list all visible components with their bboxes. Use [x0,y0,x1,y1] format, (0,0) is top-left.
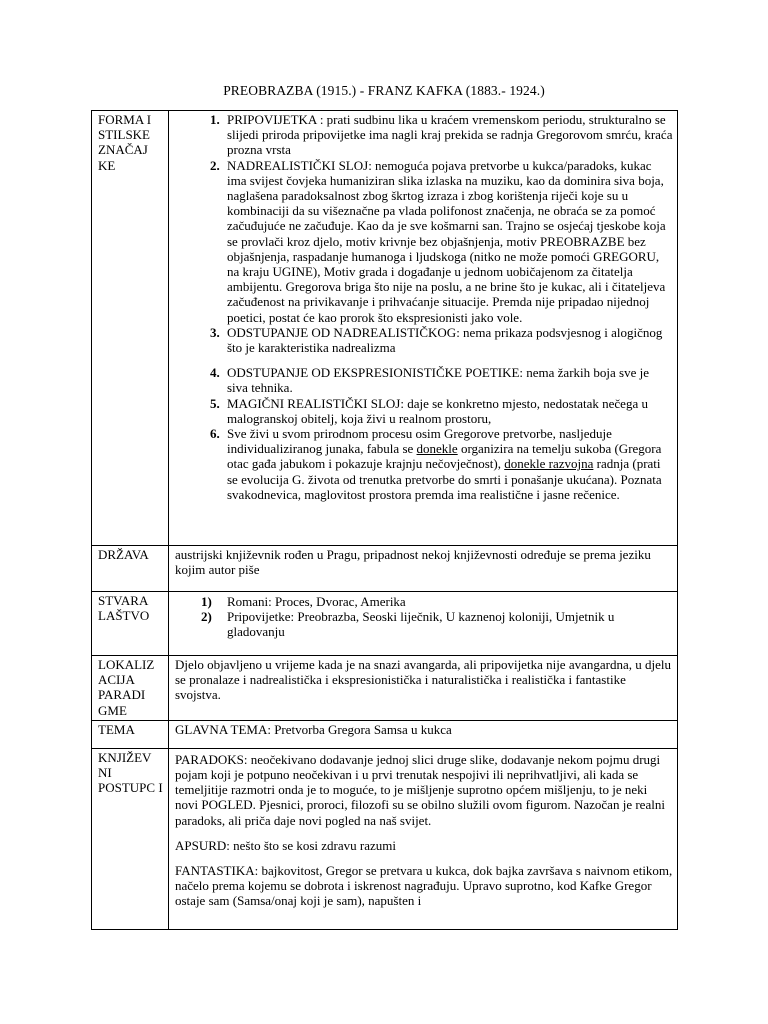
item6-underline-1: donekle [416,441,458,457]
list-item-6 [223,426,673,502]
row-content-drzava: austrijski književnik rođen u Pragu, pripadnost nekoj književnosti određuje se prema jeziku kojim autor piše [169,546,678,592]
row-label-stvaralastvo: STVARA LAŠTVO [92,592,169,656]
forma-list [175,112,673,502]
list-item: Romani: Proces, Dvorac, Amerika [227,594,406,609]
row-content-lokalizacija: Djelo objavljeno u vrijeme kada je na snazi avangarda, ali pripovijetka nije avangardna, u djelu se pronalaze i nadrealistička i ekspresionistička i naturalistička i realistička i fantastike svojstva. [169,656,678,721]
item6-text-a: Sve živi u svom prirodnom procesu osim Gregorove pretvorbe, nasljeduje individualiziranog junaka, fabula se [227,426,612,457]
table-row-forma [92,111,678,546]
row-label-lokalizacija: LOKALIZ ACIJA PARADI GME [92,656,169,721]
list-item: 3. ODSTUPANJE OD NADREALISTIČKOG: nema prikaza podsvjesnog i alogičnog što je karakteristika nadrealizma [223,325,673,355]
list-item: 5. MAGIČNI REALISTIČKI SLOJ: daje se konkretno mjesto, nedostatak nečega u malogranskoj obitelj, koja živi u realnom prostoru, [223,396,673,426]
list-item: 1. PRIPOVIJETKA : prati sudbinu lika u kraćem vremenskom periodu, strukturalno se slijedi priroda pripovijetke ima nagli kraj prekida se radnja Gregorovom smrću, kraća prozna vrsta [223,112,673,158]
analysis-table [91,110,678,930]
works-list [175,594,673,640]
row-content-forma [169,111,678,546]
table-row-postupci [92,748,678,929]
paragraph-paradoks: PARADOKS: neočekivano dodavanje jednoj slici druge slike, dodavanje nekom pojmu drugi pojam koji je potpuno neočekivan i u prvi trenutak nespojivi ili neprihvatljivi, ali kada se temeljitije razmotri onda je to moguće, to je mišljenje suprotno općem mišljenju, to je neki novi POGLED. Pjesnici, proroci, filozofi su se obilno služili ovom figurom. Nazočan je realni paradoks, ali priča daje novi pogled na naš svijet. [175,751,665,828]
paragraph-fantastika: FANTASTIKA: bajkovitost, Gregor se pretvara u kukca, dok bajka završava s naivnom etikom, načelo prema kojemu se dobrota i iskrenost nagrađuju. Upravo suprotno, kod Kafke Gregor ostaje sam (Samsa/onaj koji je sam), napušten i [175,863,673,909]
row-content-postupci [169,748,678,929]
row-label-forma: FORMA I STILSKE ZNAČAJ KE [92,111,169,546]
item6-text-b: organizira na temelju sukoba (Gregora otac gađa jabukom i pokazuje krajnju nečovječnost), [227,441,662,472]
row-content-tema: GLAVNA TEMA: Pretvorba Gregora Samsa u kukca [169,720,678,748]
row-content-stvaralastvo [169,592,678,656]
list-item: 4. ODSTUPANJE OD EKSPRESIONISTIČKE POETIKE: nema žarkih boja sve je siva tehnika. [223,365,673,395]
row-label-drzava: DRŽAVA [92,546,169,592]
row-label-postupci: KNJIŽEV NI POSTUPC I [92,748,169,929]
item6-text-c: radnja (prati se evolucija G. života od trenutka pretvorbe do smrti i ponašanje ukućana). Poznata svakodnevica, maglovitost prostora premda ima realistične i jasne rečenice. [227,456,662,502]
table-row-tema [92,720,678,748]
paragraph-apsurd: APSURD: nešto što se kosi zdravu razumi [175,837,396,853]
table-row-lokalizacija [92,656,678,721]
table-row-drzava [92,546,678,592]
item6-underline-2: donekle razvojna [504,456,594,472]
table-row-stvaralastvo [92,592,678,656]
list-item: 2. NADREALISTIČKI SLOJ: nemoguća pojava pretvorbe u kukca/paradoks, kukac ima svijest čovjeka humaniziran slika izlaska na muziku, kao da dominira siva boja, naglašena paradoksalnost zbog škrtog izraza i zbog korištenja riječi koje su u kombinaciji da su višeznačne pa vlada polifonost značenja, ne obraća se za pomoć začuđujuće ne začuđuje. Kao da je sve košmarni san. Trajno se osjećaj tjeskobe koja se provlači kroz djelo, motiv krivnje bez objašnjenja, motiv PREOBRAZBE bez objašnjenja, raspadanje humanoga i ljudskoga (nitko ne može pomoći GREGORU, na kraju UGINE), Motiv grada i događanje u jednom uobičajenom za čitatelja ambijentu. Gregorova briga što nije na poslu, a ne brine što je kukac, ali i čitateljeva začuđenost na privikavanje i prihvaćanje situacije. Premda nije pripadao nijednoj poetici, postat će kao prorok što ekspresionisti jako vole. [223,158,673,325]
row-label-tema: TEMA [92,720,169,748]
document-title: PREOBRAZBA (1915.) - FRANZ KAFKA (1883.- 1924.) [223,83,545,98]
list-item: Pripovijetke: Preobrazba, Seoski liječnik, U kaznenoj koloniji, Umjetnik u gladovanju [227,609,615,640]
